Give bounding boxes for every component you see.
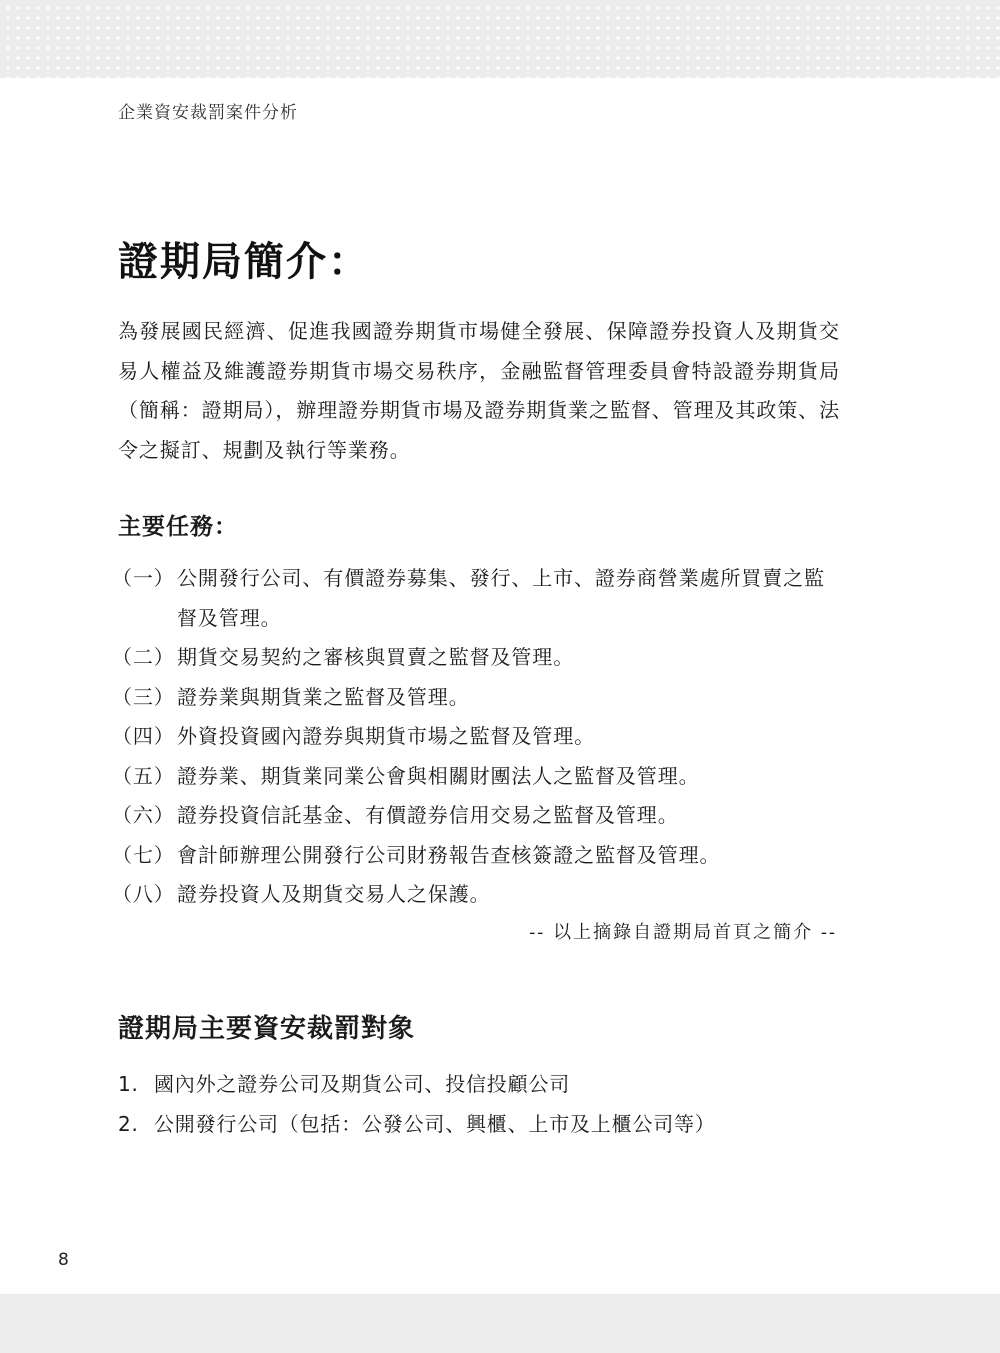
task-number: （六） [112, 803, 175, 827]
target-item-2 [118, 1104, 840, 1144]
task-number: （三） [112, 684, 175, 709]
task-text: 外資投資國內證券與期貨市場之監督及管理。 [177, 724, 595, 748]
task-number: （二） [112, 645, 175, 669]
source-note: -- 以上摘錄自證期局首頁之簡介 -- [529, 922, 837, 943]
target-number: 2. [118, 1112, 139, 1136]
task-number: （七） [112, 842, 175, 867]
task-item-1 [112, 559, 840, 638]
top-decorative-band [0, 0, 1000, 78]
page-number: 8 [58, 1250, 69, 1270]
task-item-7 [112, 836, 840, 876]
task-item-3 [112, 678, 840, 718]
task-text: 證券業、期貨業同業公會與相關財團法人之監督及管理。 [177, 763, 700, 788]
task-number: （八） [112, 882, 175, 906]
task-item-2 [112, 638, 840, 678]
target-item-1 [118, 1064, 840, 1104]
targets-list [118, 1064, 840, 1144]
task-number: （一） [112, 566, 175, 590]
task-text: 會計師辦理公開發行公司財務報告查核簽證之監督及管理。 [177, 842, 721, 867]
section-heading: 證期局主要資安裁罰對象 [118, 1014, 416, 1044]
target-number: 1. [118, 1072, 139, 1096]
bottom-band [0, 1294, 1000, 1353]
tasks-list [112, 559, 840, 915]
target-text: 國內外之證券公司及期貨公司、投信投顧公司 [154, 1072, 570, 1096]
target-text: 公開發行公司（包括：公發公司、興櫃、上市及上櫃公司等） [154, 1112, 716, 1136]
tasks-heading: 主要任務： [118, 514, 238, 540]
task-item-5 [112, 757, 840, 797]
task-number: （四） [112, 724, 175, 748]
task-text: 期貨交易契約之審核與買賣之監督及管理。 [177, 645, 575, 669]
task-item-6 [112, 796, 840, 836]
intro-paragraph: 為發展國民經濟、促進我國證券期貨市場健全發展、保障證券投資人及期貨交易人權益及維護證券期貨市場交易秩序，金融監督管理委員會特設證券期貨局（簡稱：證期局），辦理證券期貨市場及證券期貨業之監督、管理及其政策、法令之擬訂、規劃及執行等業務。 [118, 319, 840, 462]
running-header: 企業資安裁罰案件分析 [118, 103, 298, 123]
task-item-4 [112, 717, 840, 757]
page-title: 證期局簡介： [118, 238, 370, 285]
task-text: 證券投資人及期貨交易人之保護。 [177, 882, 491, 906]
task-item-8 [112, 875, 840, 915]
task-number: （五） [112, 763, 175, 788]
task-text: 證券業與期貨業之監督及管理。 [177, 684, 470, 709]
task-text: 證券投資信託基金、有價證券信用交易之監督及管理。 [177, 803, 679, 827]
task-text: 公開發行公司、有價證券募集、發行、上市、證券商營業處所買賣之監督及管理。 [177, 566, 825, 630]
